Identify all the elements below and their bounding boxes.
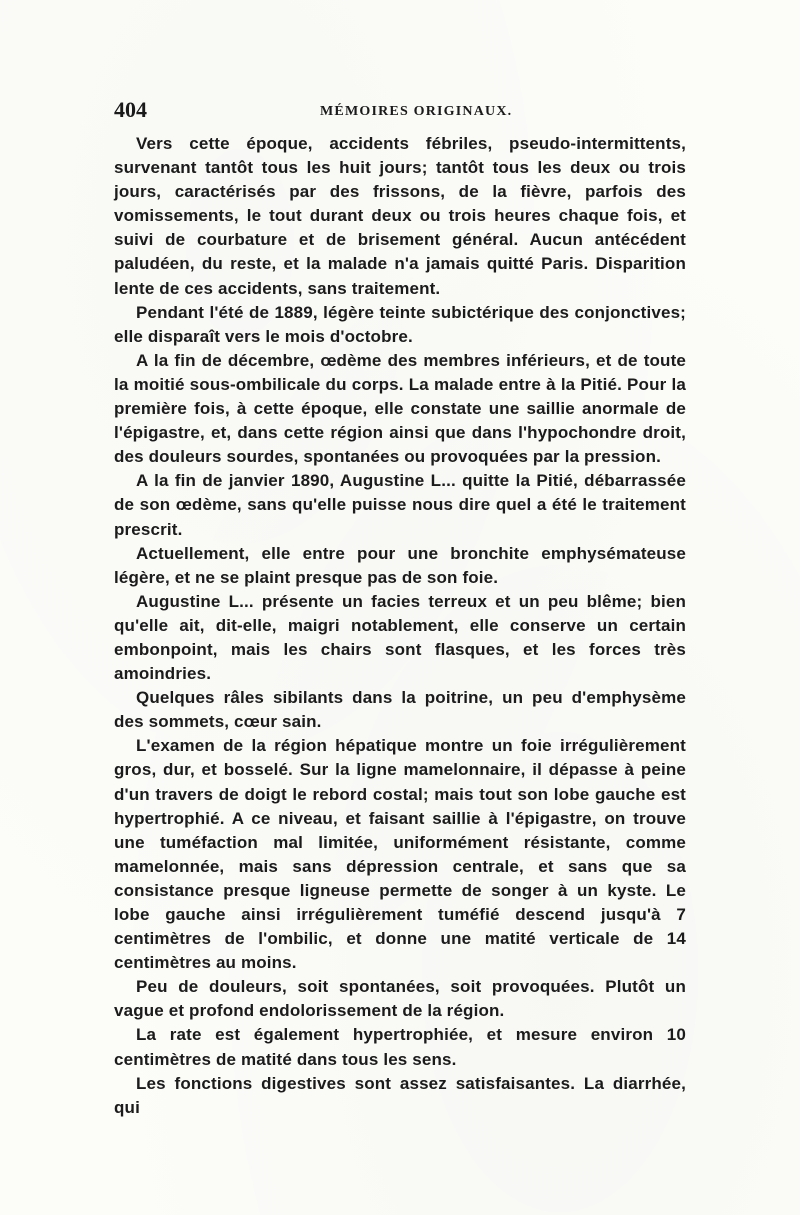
paragraph: Pendant l'été de 1889, légère teinte subictérique des conjonctives; elle disparaît vers le mois d'octobre. (114, 302, 686, 346)
paragraph: Quelques râles sibilants dans la poitrine, un peu d'emphysème des sommets, cœur sain. (114, 688, 686, 732)
paragraph: Actuellement, elle entre pour une bronchite emphysémateuse légère, et ne se plaint presque pas de son foie. (114, 543, 686, 587)
paragraph: Les fonctions digestives sont assez satisfaisantes. La diarrhée, qui (114, 1073, 686, 1117)
paragraph: La rate est également hypertrophiée, et mesure environ 10 centimètres de matité dans tous les sens. (114, 1025, 686, 1069)
paragraph: Vers cette époque, accidents fébriles, pseudo-intermittents, survenant tantôt tous les huit jours; tantôt tous les deux ou trois jours, caractérisés par des frissons, de la fièvre, parfois des vomissements, le tout durant deux ou trois heures chaque fois, et suivi de courbature et de brisement général. Aucun antécédent paludéen, du reste, et la malade n'a jamais quitté Paris. Disparition lente de ces accidents, sans traitement. (114, 134, 686, 298)
paragraph: A la fin de janvier 1890, Augustine L... quitte la Pitié, débarrassée de son œdème, sans qu'elle puisse nous dire quel a été le traitement prescrit. (114, 471, 686, 539)
page-number: 404 (114, 97, 147, 122)
paragraph: Augustine L... présente un facies terreux et un peu blême; bien qu'elle ait, dit-elle, maigri notablement, elle conserve un certain embonpoint, mais les chairs sont flasques, et les forces très amoindries. (114, 591, 686, 684)
running-title: MÉMOIRES ORIGINAUX. (320, 104, 513, 119)
paragraph: Peu de douleurs, soit spontanées, soit provoquées. Plutôt un vague et profond endolorissement de la région. (114, 977, 686, 1021)
page-header (114, 97, 694, 127)
body-text (114, 132, 686, 1120)
paragraph: A la fin de décembre, œdème des membres inférieurs, et de toute la moitié sous-ombilicale du corps. La malade entre à la Pitié. Pour la première fois, à cette époque, elle constate une saillie anormale de l'épigastre, et, dans cette région ainsi que dans l'hypochondre droit, des douleurs sourdes, spontanées ou provoquées par la pression. (114, 350, 686, 467)
paragraph: L'examen de la région hépatique montre un foie irrégulièrement gros, dur, et bosselé. Sur la ligne mamelonnaire, il dépasse à peine d'un travers de doigt le rebord costal; mais tout son lobe gauche est hypertrophié. A ce niveau, et faisant saillie à l'épigastre, on trouve une tuméfaction mal limitée, uniformément résistante, comme mamelonnée, mais sans dépression centrale, et sans que sa consistance presque ligneuse permette de songer à un kyste. Le lobe gauche ainsi irrégulièrement tuméfié descend jusqu'à 7 centimètres de l'ombilic, et donne une matité verticale de 14 centimètres au moins. (114, 736, 686, 973)
